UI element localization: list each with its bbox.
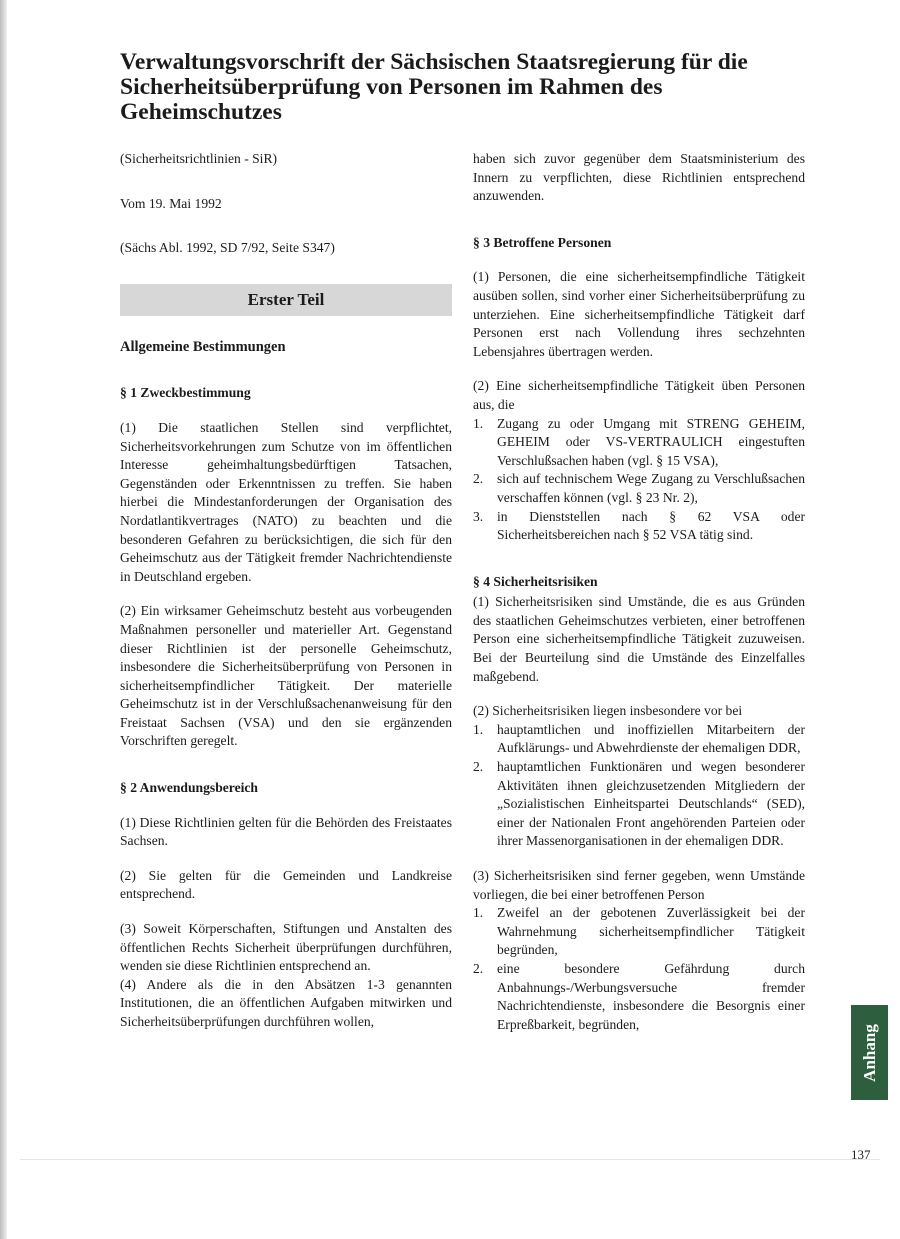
section-3-paragraph-1: (1) Personen, die eine sicherheitsempfindliche Tätigkeit ausüben sollen, sind vorher einer Sicherheitsüberprüfung zu unterziehen. Eine sicherheitsempfindliche Tätigkeit darf Personen erst nach Vollendung ihres sechzehnten Lebensjahres übertragen werden. bbox=[473, 269, 805, 359]
section-2-paragraph-4-continued: haben sich zuvor gegenüber dem Staatsministerium des Innern zu verpflichten, diese Richtlinien entsprechend anzuwenden. bbox=[473, 151, 805, 204]
section-2-paragraph-3: (3) Soweit Körperschaften, Stiftungen und Anstalten des öffentlichen Rechts Sicherheit überprüfungen durchführen, wenden sie diese Richtlinien entsprechend an. bbox=[120, 921, 452, 974]
list-item: 1. Zugang zu oder Umgang mit STRENG GEHEIM, GEHEIM oder VS-VERTRAULICH eingestuften Verschlußsachen haben (vgl. § 15 VSA), bbox=[473, 415, 805, 468]
page-binding-edge bbox=[0, 0, 7, 1239]
section-4-paragraph-1: (1) Sicherheitsrisiken sind Umstände, die es aus Gründen des staatlichen Geheimschutzes verbieten, einer betroffenen Person eine sicherheitsempfindliche Tätigkeit zuzuweisen. Bei der Beurteilung sind die Umstände des Einzelfalles maßgebend. bbox=[473, 594, 805, 684]
section-3-heading: § 3 Betroffene Personen bbox=[473, 234, 612, 250]
part-heading: Allgemeine Bestimmungen bbox=[120, 338, 286, 355]
appendix-side-tab bbox=[851, 1005, 888, 1100]
list-item: 2. sich auf technischem Wege Zugang zu Verschlußsachen verschaffen können (vgl. § 23 Nr. 2), bbox=[473, 471, 805, 505]
left-column bbox=[120, 150, 452, 1048]
source-line: (Sächs Abl. 1992, SD 7/92, Seite S347) bbox=[120, 240, 335, 256]
section-1-heading: § 1 Zweckbestimmung bbox=[120, 385, 251, 401]
section-2-paragraph-2: (2) Sie gelten für die Gemeinden und Landkreise entsprechend. bbox=[120, 867, 452, 902]
document-title: Verwaltungsvorschrift der Sächsischen Staatsregierung für die Sicherheitsüberprüfung von Personen im Rahmen des Geheimschutzes bbox=[120, 49, 748, 125]
section-4-list-2 bbox=[473, 721, 805, 851]
date-line: Vom 19. Mai 1992 bbox=[120, 195, 222, 211]
section-1-paragraph-2: (2) Ein wirksamer Geheimschutz besteht aus vorbeugenden Maßnahmen personeller und materieller Art. Gegenstand dieser Richtlinien ist der personelle Geheimschutz, insbesondere die Sicherheitsüberprüfung von Personen in sicherheitsempfindlicher Tätigkeit. Der materielle Geheimschutz ist in der Verschlußsachenanweisung für den Freistaat Sachsen (VSA) und den sie ergänzenden Vorschriften geregelt. bbox=[120, 603, 452, 749]
right-column bbox=[473, 150, 805, 1050]
section-3-list bbox=[473, 415, 805, 545]
list-item: 1. Zweifel an der gebotenen Zuverlässigkeit bei der Wahrnehmung sicherheitsempfindlicher Tätigkeit begründen, bbox=[473, 905, 805, 958]
list-item: 2. eine besondere Gefährdung durch Anbahnungs-/Werbungsversuche fremder Nachrichtendienste, insbesondere die Besorgnis einer Erpreßbarkeit, begründen, bbox=[473, 960, 805, 1032]
list-item: 3. in Dienststellen nach § 62 VSA oder Sicherheitsbereichen nach § 52 VSA tätig sind. bbox=[473, 508, 805, 543]
section-4-paragraph-3: (3) Sicherheitsrisiken sind ferner gegeben, wenn Umstände vorliegen, die bei einer betroffenen Person bbox=[473, 868, 805, 902]
section-1-paragraph-1: (1) Die staatlichen Stellen sind verpflichtet, Sicherheitsvorkehrungen zum Schutze von im öffentlichen Interesse geheimhaltungsbedürftigen Tatsachen, Gegenständen oder Erkenntnissen zu treffen. Sie haben hierbei die Mindestanforderungen der Organisation des Nordatlantikvertrages (NATO) zu beachten und die besonderen Gefahren zu berücksichtigen, die sich für den Geheimschutz aus der Tätigkeit fremder Nachrichtendienste in Deutschland ergeben. bbox=[120, 419, 452, 584]
page-number: 137 bbox=[851, 1147, 871, 1162]
section-2-paragraph-1: (1) Diese Richtlinien gelten für die Behörden des Freistaates Sachsen. bbox=[120, 814, 452, 849]
footer-rule bbox=[20, 1159, 880, 1160]
section-3-paragraph-2: (2) Eine sicherheitsempfindliche Tätigkeit üben Personen aus, die bbox=[473, 378, 805, 412]
section-4-list-3 bbox=[473, 904, 805, 1034]
appendix-tab-label: Anhang bbox=[859, 1023, 879, 1082]
section-4-heading: § 4 Sicherheitsrisiken bbox=[473, 573, 598, 589]
list-item: 1. hauptamtlichen und inoffiziellen Mitarbeitern der Aufklärungs- und Abwehrdienste der ehemaligen DDR, bbox=[473, 721, 805, 756]
part-banner: Erster Teil bbox=[120, 284, 452, 316]
section-2-paragraph-4: (4) Andere als die in den Absätzen 1-3 genannten Institutionen, die an öffentlichen Aufgaben mitwirken und Sicherheitsüberprüfungen durchführen wollen, bbox=[120, 976, 452, 1029]
list-item: 2. hauptamtlichen Funktionären und wegen besonderer Aktivitäten ihnen gleichzusetzenden Mitgliedern der „Sozialistischen Einheitspartei Deutschlands“ (SED), einer der Nationalen Front angehörenden Parteien oder ihrer Massenorganisationen in der ehemaligen DDR. bbox=[473, 759, 805, 849]
section-4-paragraph-2: (2) Sicherheitsrisiken liegen insbesondere vor bei bbox=[473, 703, 743, 719]
section-2-heading: § 2 Anwendungsbereich bbox=[120, 780, 258, 796]
short-title: (Sicherheitsrichtlinien - SiR) bbox=[120, 151, 278, 166]
